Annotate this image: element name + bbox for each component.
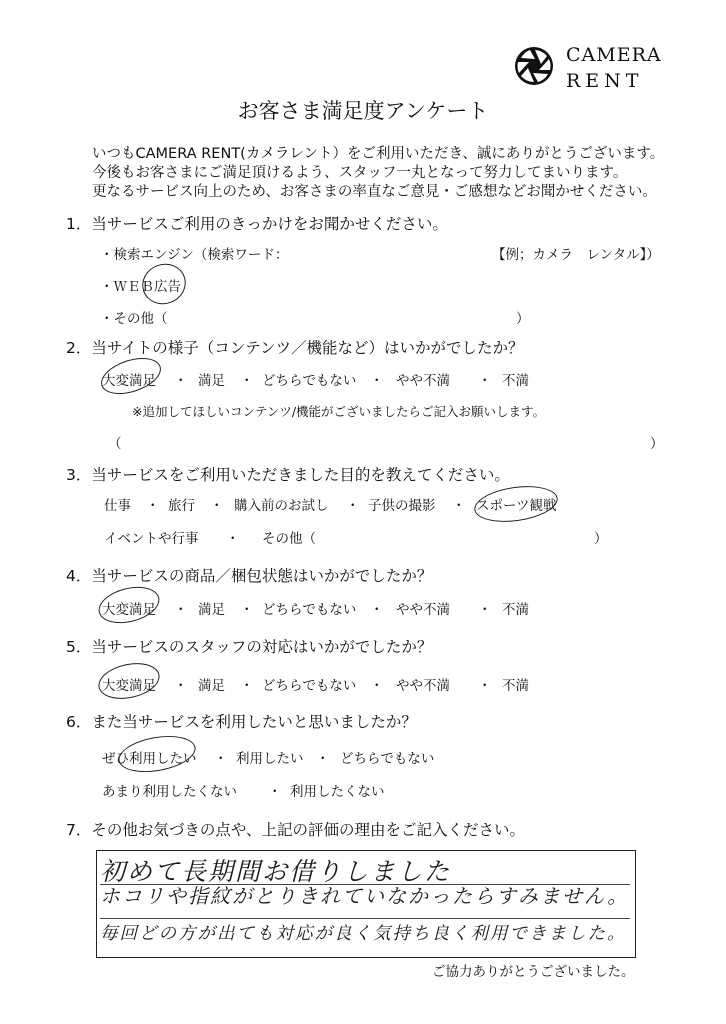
q3-option-travel[interactable]: 旅行 xyxy=(168,498,195,514)
q5-option-dissatisfied[interactable]: やや不満 xyxy=(396,678,450,694)
q3-option-work[interactable]: 仕事 xyxy=(104,498,131,514)
separator: ・ xyxy=(214,751,228,767)
q2-option-dissatisfied[interactable]: やや不満 xyxy=(396,373,450,389)
q2-close-paren: ） xyxy=(650,436,664,452)
separator: ・ xyxy=(316,751,330,767)
handwritten-comment-line-3: 毎回どの方が出ても対応が良く気持ち良く利用できました。 xyxy=(100,924,627,944)
q6-option-definitely[interactable]: ぜひ利用したい xyxy=(102,751,197,767)
q6-option-yes[interactable]: 利用したい xyxy=(236,751,304,767)
q2-option-very-satisfied[interactable]: 大変満足 xyxy=(102,373,156,389)
question-7: 7．その他お気づきの点や、上記の評価の理由をご記入ください。 xyxy=(66,821,526,839)
intro-line-2: 今後もお客さまにご満足頂けるよう、スタッフ一丸となって努力してまいります。 xyxy=(92,165,628,181)
q4-selection-circle xyxy=(95,581,163,629)
separator: ・ xyxy=(174,678,188,694)
q2-selection-circle xyxy=(97,351,166,401)
q3-option-children[interactable]: 子供の撮影 xyxy=(368,498,436,514)
q5-option-satisfied[interactable]: 満足 xyxy=(198,678,225,694)
q4-option-dissatisfied[interactable]: やや不満 xyxy=(396,602,450,618)
q4-option-satisfied[interactable]: 満足 xyxy=(198,602,225,618)
question-2: 2．当サイトの様子（コンテンツ／機能など）はいかがでしたか？ xyxy=(66,339,524,357)
q2-open-paren: （ xyxy=(108,436,122,452)
comment-rule xyxy=(100,918,630,919)
logo-text-rent: RENT xyxy=(566,70,644,92)
q2-note: ※追加してほしいコンテンツ/機能がございましたらご記入お願いします。 xyxy=(132,404,546,419)
q1-option-web-ad[interactable]: ・ＷＥＢ広告 xyxy=(100,279,181,295)
q3-option-sports[interactable]: スポーツ観戦 xyxy=(476,498,557,514)
q1-option-other[interactable]: ・その他（ xyxy=(100,311,168,327)
separator: ・ xyxy=(370,678,384,694)
thanks-text: ご協力ありがとうございました。 xyxy=(432,964,635,980)
q6-option-not-really[interactable]: あまり利用したくない xyxy=(102,784,237,800)
separator: ・ xyxy=(174,373,188,389)
q3-close-paren: ） xyxy=(594,531,608,547)
question-3: 3．当サービスをご利用いただきました目的を教えてください。 xyxy=(66,466,510,484)
q2-option-very-dissatisfied[interactable]: 不満 xyxy=(502,373,529,389)
q1-other-close-paren: ） xyxy=(516,311,530,327)
intro-line-1: いつもCAMERA RENT(カメラレント）をご利用いただき、誠にありがとうございます。 xyxy=(92,146,665,162)
aperture-icon xyxy=(514,46,554,86)
separator: ・ xyxy=(370,373,384,389)
q5-option-very-dissatisfied[interactable]: 不満 xyxy=(502,678,529,694)
logo-text-camera: CAMERA xyxy=(566,44,662,66)
separator: ・ xyxy=(478,678,492,694)
question-6: 6．また当サービスを利用したいと思いましたか？ xyxy=(66,713,417,731)
separator: ・ xyxy=(478,373,492,389)
q3-option-other[interactable]: その他（ xyxy=(262,531,316,547)
separator: ・ xyxy=(346,498,360,514)
q3-selection-circle xyxy=(472,481,560,526)
intro-line-3: 更なるサービス向上のため、お客さまの率直なご意見・ご感想などお聞かせください。 xyxy=(92,184,657,200)
handwritten-comment-line-2: ホコリや指紋がとりきれていなかったらすみません。 xyxy=(100,884,630,908)
separator: ・ xyxy=(370,602,384,618)
q1-selection-circle xyxy=(136,258,191,311)
separator: ・ xyxy=(478,602,492,618)
separator: ・ xyxy=(174,602,188,618)
separator: ・ xyxy=(240,602,254,618)
q3-option-event[interactable]: イベントや行事 xyxy=(104,531,199,547)
q1-example: 【例；カメラ レンタル】） xyxy=(492,247,660,263)
page-title: お客さま満足度アンケート xyxy=(237,99,489,123)
q6-selection-circle xyxy=(116,730,199,777)
question-1: 1．当サービスご利用のきっかけをお聞かせください。 xyxy=(66,215,448,233)
q6-option-neutral[interactable]: どちらでもない xyxy=(340,751,435,767)
q6-option-no[interactable]: 利用したくない xyxy=(290,784,385,800)
separator: ・ xyxy=(268,784,282,800)
separator: ・ xyxy=(210,498,224,514)
q2-option-neutral[interactable]: どちらでもない xyxy=(262,373,357,389)
separator: ・ xyxy=(240,373,254,389)
q5-selection-circle xyxy=(95,658,163,704)
separator: ・ xyxy=(240,678,254,694)
q4-option-neutral[interactable]: どちらでもない xyxy=(262,602,357,618)
separator: ・ xyxy=(146,498,160,514)
q1-option-search-engine[interactable]: ・検索エンジン（検索ワード： xyxy=(100,247,289,263)
handwritten-comment-line-1: 初めて長期間お借りしました xyxy=(100,857,452,886)
q2-option-satisfied[interactable]: 満足 xyxy=(198,373,225,389)
question-5: 5．当サービスのスタッフの対応はいかがでしたか？ xyxy=(66,638,433,656)
q3-option-trial[interactable]: 購入前のお試し xyxy=(234,498,329,514)
q5-option-very-satisfied[interactable]: 大変満足 xyxy=(102,678,156,694)
separator: ・ xyxy=(452,498,466,514)
separator: ・ xyxy=(226,531,240,547)
question-4: 4．当サービスの商品／梱包状態はいかがでしたか？ xyxy=(66,567,433,585)
q4-option-very-satisfied[interactable]: 大変満足 xyxy=(102,602,156,618)
q5-option-neutral[interactable]: どちらでもない xyxy=(262,678,357,694)
q4-option-very-dissatisfied[interactable]: 不満 xyxy=(502,602,529,618)
